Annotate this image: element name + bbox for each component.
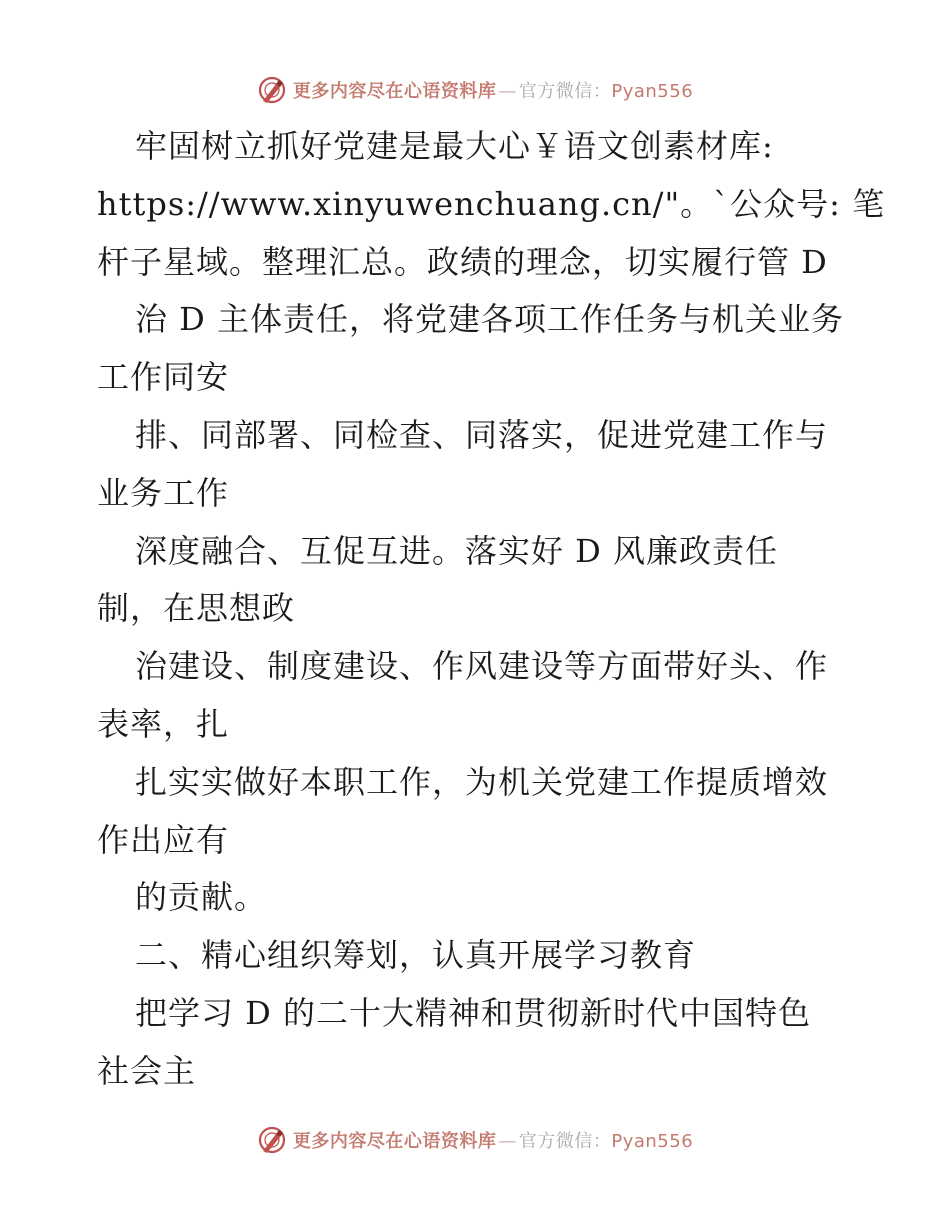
watermark-cn: 更多内容尽在心语资料库 (292, 1131, 497, 1152)
watermark-banner-top (0, 72, 950, 108)
text-line: 治 D 主体责任，将党建各项工作任务与机关业务 (135, 300, 845, 339)
pen-logo-icon (257, 1125, 287, 1155)
watermark-label: 官方微信： (518, 81, 612, 102)
text-line: 社会主 (97, 1051, 197, 1090)
text-line: 业务工作 (97, 473, 230, 512)
text-line: 深度融合、互促互进。落实好 D 风廉政责任 (135, 531, 779, 570)
document-body (97, 118, 886, 1101)
watermark-id: Pyan556 (611, 81, 694, 102)
text-line: 杆子星域。整理汇总。政绩的理念，切实履行管 D (97, 242, 828, 281)
text-line: 牢固树立抓好党建是最大心￥语文创素材库: (135, 127, 774, 165)
watermark-text (293, 77, 693, 103)
watermark-separator: — (498, 1131, 517, 1152)
text-line: 二、精心组织筹划，认真开展学习教育 (135, 936, 697, 975)
text-line: 制，在思想政 (97, 589, 296, 628)
watermark-label: 官方微信： (518, 1131, 612, 1152)
watermark-text (293, 1127, 693, 1153)
text-line: 的贡献。 (135, 878, 268, 917)
text-line: 排、同部署、同检查、同落实，促进党建工作与 (135, 415, 829, 454)
pen-logo-icon (257, 75, 287, 105)
watermark-banner-bottom (0, 1122, 950, 1158)
text-line: 扎实实做好本职工作，为机关党建工作提质增效 (135, 762, 829, 801)
text-line: 把学习 D 的二十大精神和贯彻新时代中国特色 (135, 993, 812, 1032)
text-line: 治建设、制度建设、作风建设等方面带好头、作 (135, 647, 829, 686)
watermark-cn: 更多内容尽在心语资料库 (292, 81, 497, 102)
watermark-id: Pyan556 (611, 1131, 694, 1152)
text-line: 表率，扎 (97, 704, 230, 743)
watermark-separator: — (498, 81, 517, 102)
text-line: 工作同安 (97, 358, 230, 397)
text-line: 作出应有 (97, 820, 230, 859)
text-line: https://www.xinyuwenchuang.cn/"。`公众号: 笔 (97, 184, 886, 223)
